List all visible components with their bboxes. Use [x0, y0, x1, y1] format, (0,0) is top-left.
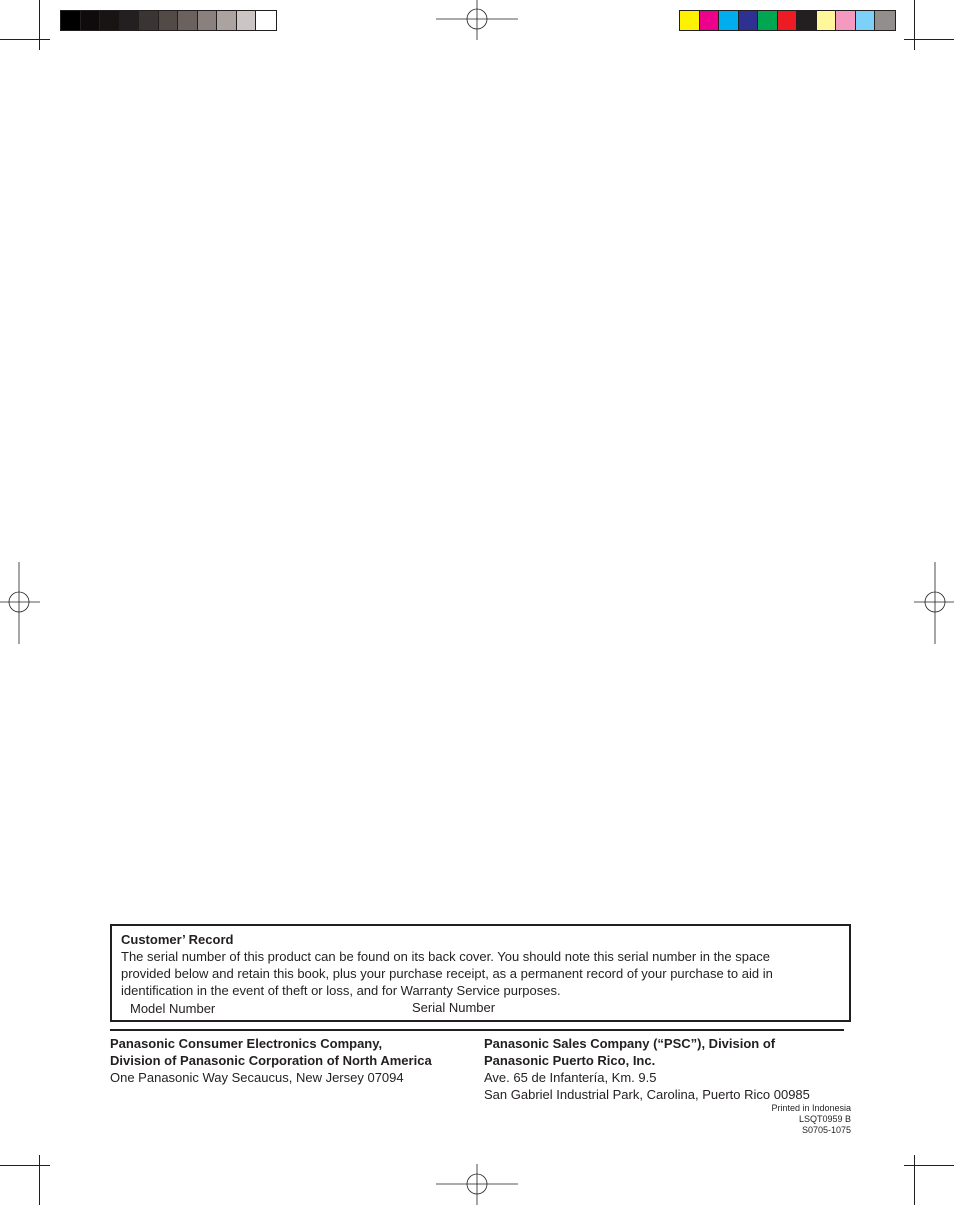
company-division: Division of Panasonic Corporation of North America [110, 1053, 432, 1068]
crop-mark-top-left-v [39, 0, 40, 50]
color-swatch [797, 11, 817, 30]
color-swatch [836, 11, 856, 30]
grayscale-bar [60, 10, 277, 31]
registration-mark-bottom-icon [436, 1164, 518, 1205]
crop-mark-bottom-left-v [39, 1155, 40, 1205]
gray-swatch [178, 11, 198, 30]
customer-record-title: Customer’ Record [121, 932, 234, 947]
gray-swatch [61, 11, 81, 30]
registration-mark-top-icon [436, 0, 518, 40]
color-swatch [875, 11, 895, 30]
color-swatch [817, 11, 837, 30]
pr-company-address [484, 1035, 810, 1103]
gray-swatch [100, 11, 120, 30]
customer-record-text [121, 948, 841, 999]
print-info [771, 1103, 851, 1136]
color-swatch [700, 11, 720, 30]
company-division: Panasonic Puerto Rico, Inc. [484, 1053, 656, 1068]
company-street: One Panasonic Way Secaucus, New Jersey 07094 [110, 1070, 404, 1085]
gray-swatch [159, 11, 179, 30]
company-street: Ave. 65 de Infantería, Km. 9.5 [484, 1070, 657, 1085]
company-name: Panasonic Sales Company (“PSC”), Division of [484, 1036, 776, 1051]
color-swatch [856, 11, 876, 30]
registration-mark-left-icon [0, 562, 40, 644]
crop-mark-bottom-right-h [904, 1165, 954, 1166]
registration-mark-right-icon [914, 562, 954, 644]
serial-number-label: Serial Number [412, 1000, 496, 1015]
customer-record-line: provided below and retain this book, plus your purchase receipt, as a permanent record of your purchase to aid in [121, 966, 773, 981]
color-swatch [739, 11, 759, 30]
crop-mark-top-right-h [904, 39, 954, 40]
customer-record-line: The serial number of this product can be found on its back cover. You should note this serial number in the space [121, 949, 770, 964]
gray-swatch [256, 11, 276, 30]
us-company-address [110, 1035, 432, 1086]
gray-swatch [81, 11, 101, 30]
printed-in-label: Printed in Indonesia [771, 1103, 851, 1113]
color-bar [679, 10, 896, 31]
gray-swatch [198, 11, 218, 30]
color-swatch [778, 11, 798, 30]
color-swatch [758, 11, 778, 30]
model-number-label: Model Number [130, 1001, 216, 1016]
gray-swatch [217, 11, 237, 30]
company-name: Panasonic Consumer Electronics Company, [110, 1036, 383, 1051]
gray-swatch [237, 11, 257, 30]
customer-record-line: identification in the event of theft or loss, and for Warranty Service purposes. [121, 983, 561, 998]
color-swatch [719, 11, 739, 30]
crop-mark-top-left-h [0, 39, 50, 40]
customer-record-box [110, 924, 851, 1022]
crop-mark-top-right-v [914, 0, 915, 50]
company-city: San Gabriel Industrial Park, Carolina, Puerto Rico 00985 [484, 1087, 810, 1102]
gray-swatch [120, 11, 140, 30]
color-swatch [680, 11, 700, 30]
document-code: LSQT0959 B [798, 1114, 851, 1124]
print-code: S0705-1075 [801, 1125, 851, 1135]
crop-mark-bottom-left-h [0, 1165, 50, 1166]
address-divider [110, 1029, 844, 1031]
crop-mark-bottom-right-v [914, 1155, 915, 1205]
gray-swatch [139, 11, 159, 30]
